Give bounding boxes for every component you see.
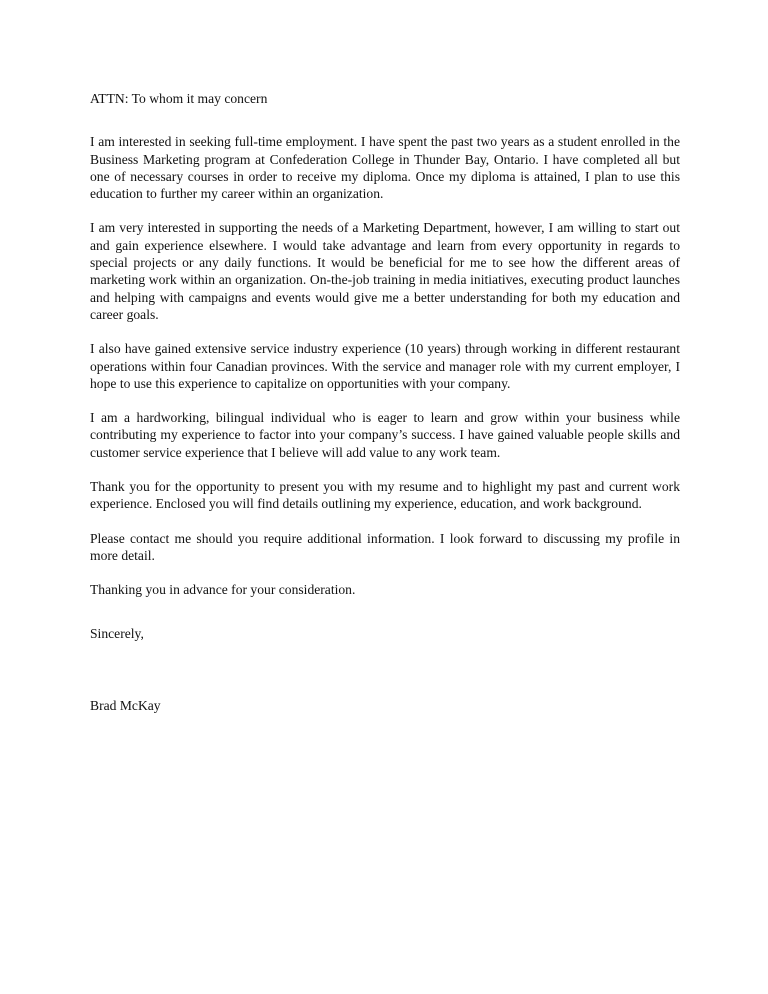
cover-letter xyxy=(90,90,680,714)
paragraph-skills: I am a hardworking, bilingual individual who is eager to learn and grow within your business while contributing my experience to factor into your company’s success. I have gained valuable people skills and customer service experience that I believe will add value to any work team. xyxy=(90,410,680,460)
paragraph-experience: I also have gained extensive service industry experience (10 years) through working in different restaurant operations within four Canadian provinces. With the service and manager role with my current employer, I hope to use this experience to capitalize on opportunities with your company. xyxy=(90,341,680,391)
paragraph-intro: I am interested in seeking full-time employment. I have spent the past two years as a student enrolled in the Business Marketing program at Confederation College in Thunder Bay, Ontario. I have completed all but one of necessary courses in order to receive my diploma. Once my diploma is attained, I plan to use this education to further my career within an organization. xyxy=(90,134,680,202)
thanks-line: Thanking you in advance for your consideration. xyxy=(90,582,356,598)
closing-salutation: Sincerely, xyxy=(90,625,144,641)
paragraph-thanks-resume: Thank you for the opportunity to present you with my resume and to highlight my past and current work experience. Enclosed you will find details outlining my experience, education, and work background. xyxy=(90,479,680,512)
signature-name: Brad McKay xyxy=(90,697,161,713)
paragraph-interest: I am very interested in supporting the needs of a Marketing Department, however, I am willing to start out and gain experience elsewhere. I would take advantage and learn from every opportunity in regards to special projects or any daily functions. It would be beneficial for me to see how the different areas of marketing work within an organization. On-the-job training in media initiatives, executing product launches and helping with campaigns and events would give me a better understanding for both my education and career goals. xyxy=(90,220,680,322)
attention-line: ATTN: To whom it may concern xyxy=(90,91,268,106)
paragraph-contact: Please contact me should you require additional information. I look forward to discussing my profile in more detail. xyxy=(90,530,680,563)
